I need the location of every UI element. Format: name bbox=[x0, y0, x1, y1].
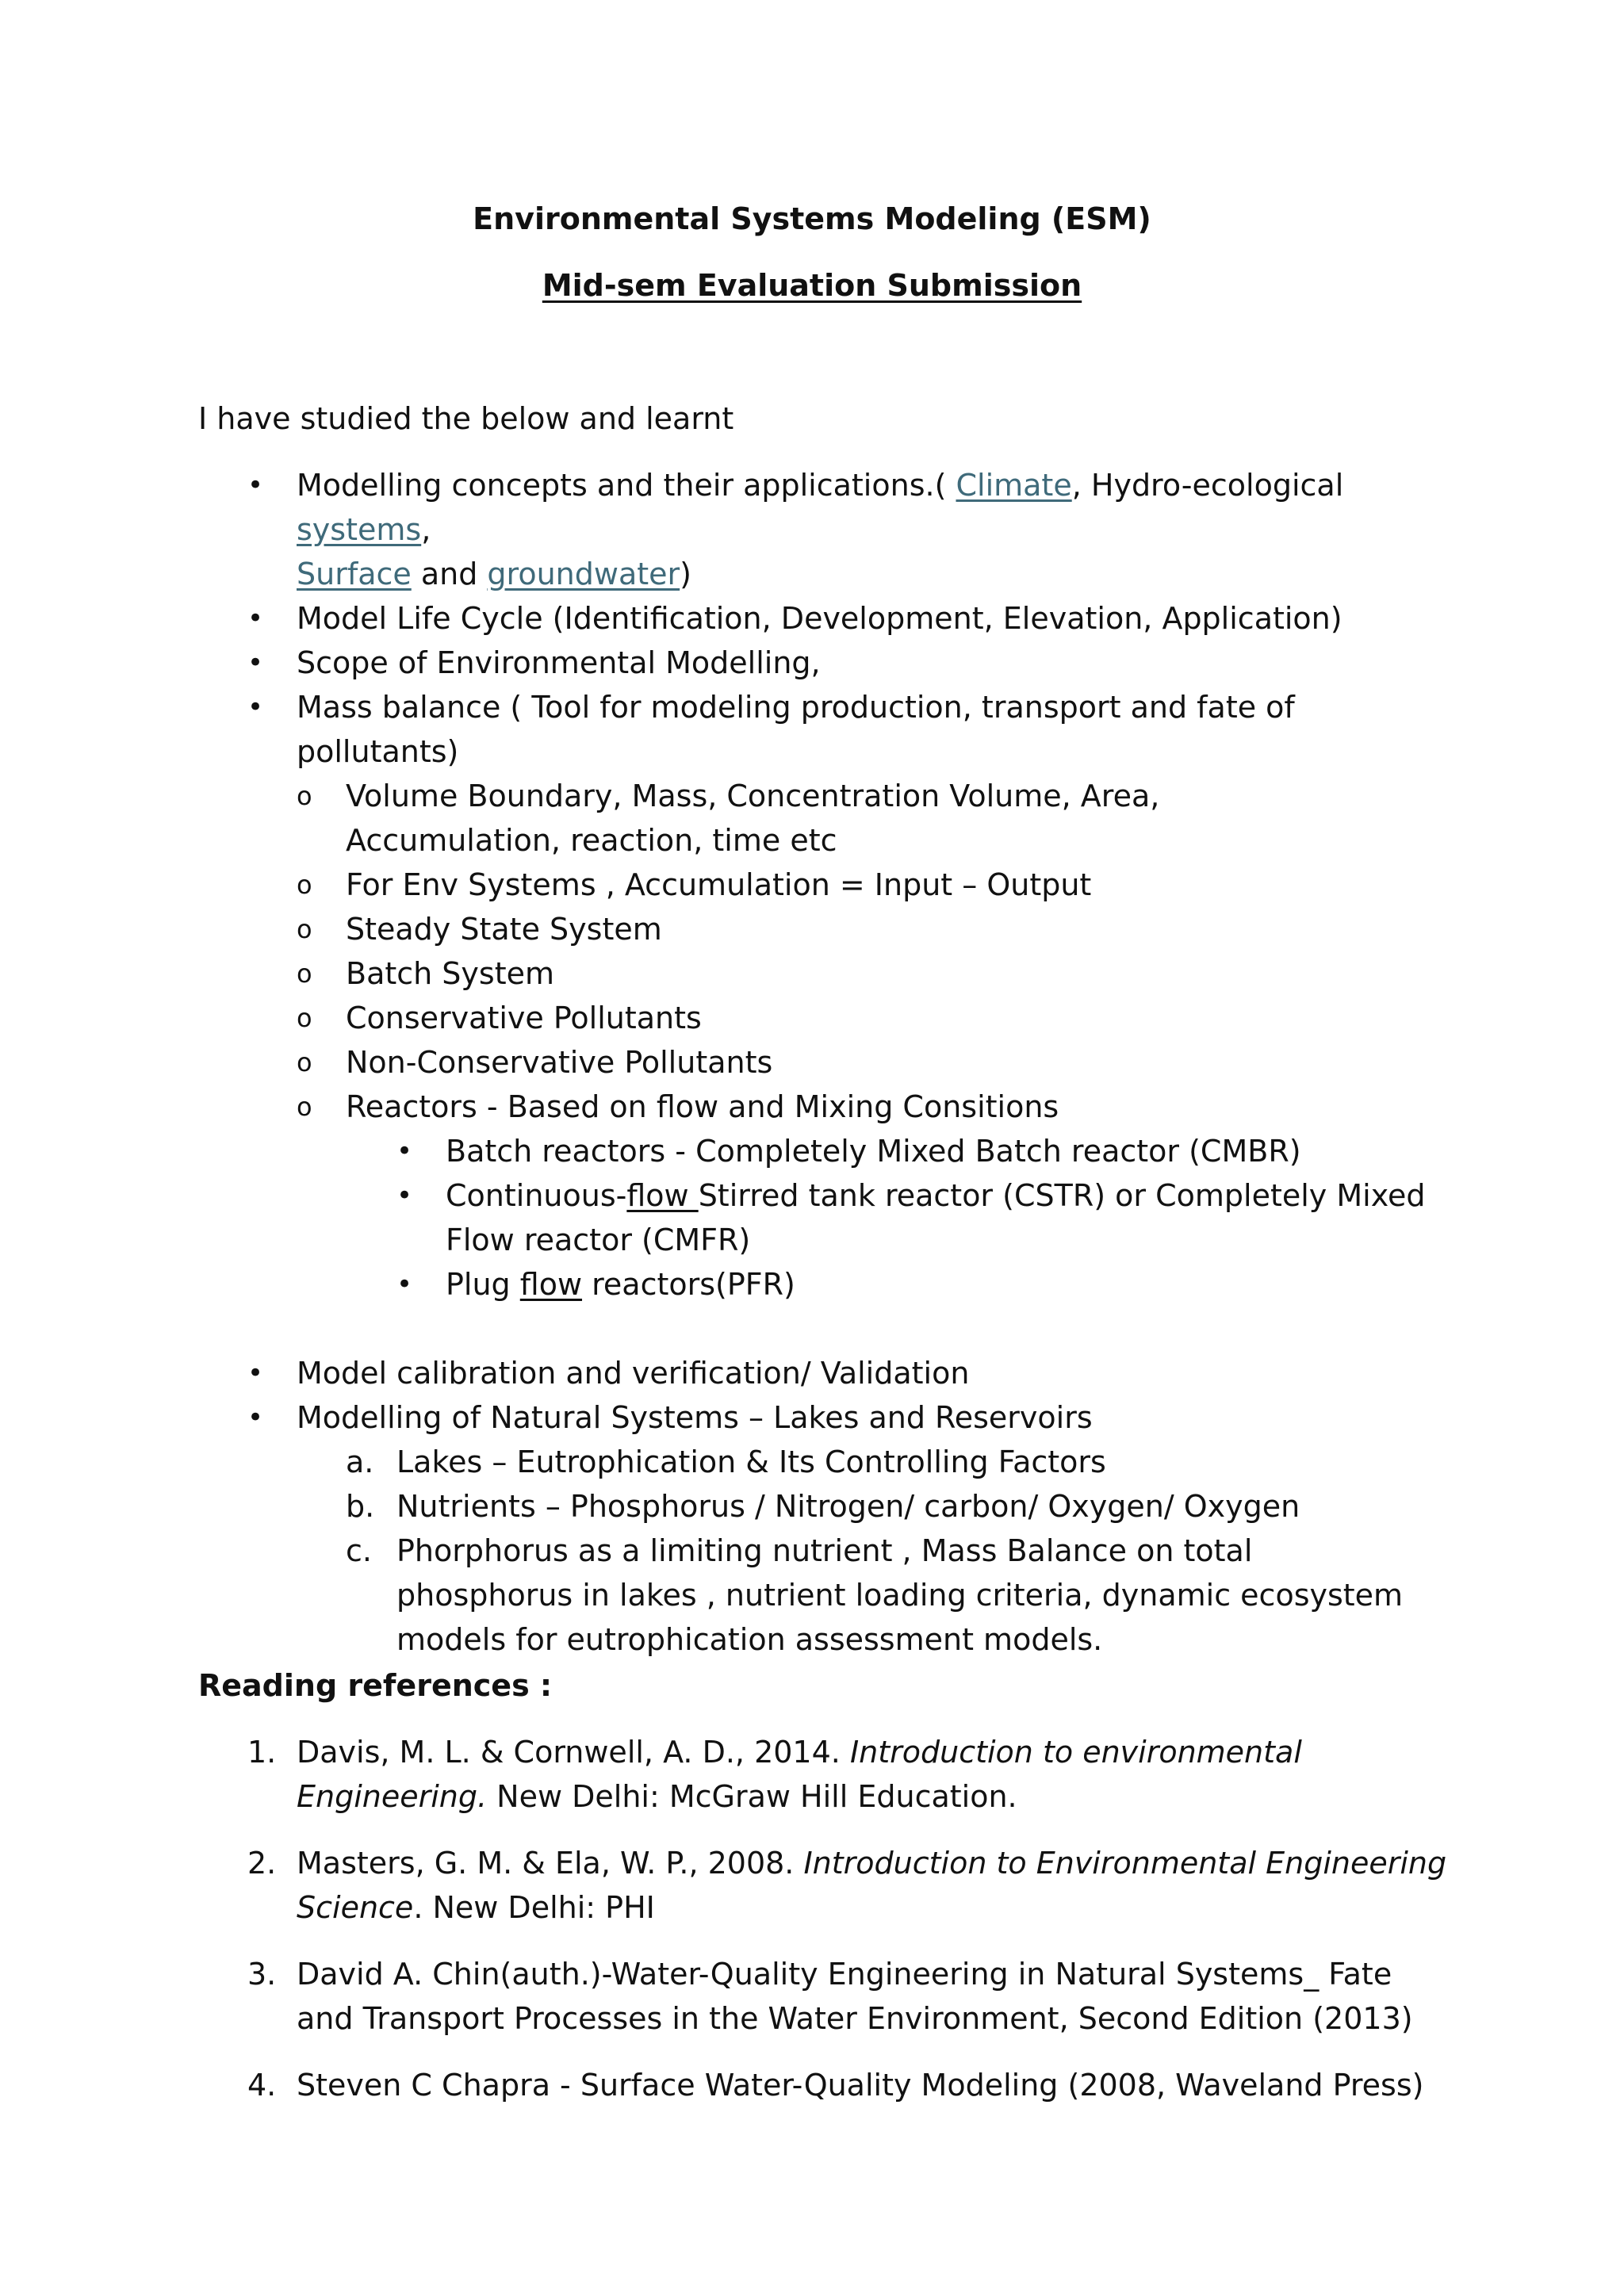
item-text: Lakes – Eutrophication & Its Controlling Factors bbox=[396, 1445, 1106, 1479]
sub-list-item bbox=[0, 907, 1337, 951]
item-text: Phorphorus as a limiting nutrient , Mass Balance on total phosphorus in lakes , nutrient loading criteria, dynamic ecosystem models for eutrophication assessment models. bbox=[396, 1533, 1404, 1657]
bullet-marker: • bbox=[247, 603, 264, 634]
circle-marker: o bbox=[297, 1003, 312, 1033]
list-item bbox=[0, 641, 1454, 685]
item-text: Steady State System bbox=[346, 912, 662, 947]
number-marker: 1. bbox=[247, 1735, 277, 1770]
bullet-marker: • bbox=[247, 647, 264, 679]
circle-marker: o bbox=[297, 1092, 312, 1122]
link-surface[interactable]: Surface bbox=[297, 557, 412, 591]
lakes-item bbox=[0, 1529, 1427, 1662]
lakes-item bbox=[0, 1484, 1427, 1529]
document-subtitle: Mid-sem Evaluation Submission bbox=[542, 268, 1082, 303]
list-item bbox=[0, 1395, 1454, 1440]
item-text: Volume Boundary, Mass, Concentration Volume, Area, Accumulation, reaction, time etc bbox=[346, 779, 1160, 858]
item-text: , bbox=[421, 512, 431, 547]
item-text: , Hydro-ecological bbox=[1071, 468, 1344, 503]
item-text: ) bbox=[680, 557, 691, 591]
sub-list-item bbox=[0, 1040, 1337, 1085]
link-groundwater[interactable]: groundwater bbox=[487, 557, 680, 591]
ref-text: New Delhi: McGraw Hill Education. bbox=[487, 1779, 1017, 1814]
ref-text: . New Delhi: PHI bbox=[413, 1890, 655, 1925]
item-text: Batch System bbox=[346, 956, 555, 991]
reactor-item bbox=[0, 1129, 1445, 1173]
sub-list-item bbox=[0, 774, 1337, 863]
item-text: Batch reactors - Completely Mixed Batch reactor (CMBR) bbox=[446, 1134, 1301, 1169]
item-text: Continuous- bbox=[446, 1178, 627, 1213]
bullet-marker: • bbox=[396, 1180, 413, 1211]
letter-marker: b. bbox=[346, 1489, 375, 1524]
ref-text: Davis, M. L. & Cornwell, A. D., 2014. bbox=[297, 1735, 850, 1770]
item-text: Non-Conservative Pollutants bbox=[346, 1045, 773, 1080]
item-text: Model calibration and verification/ Validation bbox=[297, 1356, 970, 1391]
item-text: Model Life Cycle (Identification, Development, Elevation, Application) bbox=[297, 601, 1342, 636]
list-item bbox=[0, 463, 1454, 596]
item-text: Reactors - Based on flow and Mixing Consitions bbox=[346, 1089, 1059, 1124]
document-title: Environmental Systems Modeling (ESM) bbox=[473, 201, 1151, 236]
reference-item bbox=[0, 2063, 1454, 2107]
link-systems[interactable]: systems bbox=[297, 512, 422, 547]
ref-text: David A. Chin(auth.)-Water-Quality Engineering in Natural Systems_ Fate and Transport Processes in the Water Environment, Second Edition (2013) bbox=[297, 1957, 1413, 2036]
reactor-item bbox=[0, 1173, 1445, 1262]
item-text: For Env Systems , Accumulation = Input – Output bbox=[346, 867, 1092, 902]
underlined-word: flow bbox=[626, 1178, 699, 1213]
item-text: Conservative Pollutants bbox=[346, 1001, 702, 1035]
references-list bbox=[0, 1730, 1624, 2130]
item-text: Nutrients – Phosphorus / Nitrogen/ carbon/ Oxygen/ Oxygen bbox=[396, 1489, 1300, 1524]
number-marker: 3. bbox=[247, 1957, 277, 1992]
item-text: Plug bbox=[446, 1267, 520, 1302]
bullet-marker: • bbox=[247, 691, 264, 723]
bullet-marker: • bbox=[396, 1135, 413, 1167]
circle-marker: o bbox=[297, 1047, 312, 1077]
reference-item bbox=[0, 1730, 1454, 1819]
letter-marker: c. bbox=[346, 1533, 372, 1568]
circle-marker: o bbox=[297, 870, 312, 900]
item-text: Mass balance ( Tool for modeling production, transport and fate of pollutants) bbox=[297, 690, 1295, 769]
bullet-marker: • bbox=[396, 1269, 413, 1300]
sub-list-item bbox=[0, 863, 1337, 907]
ref-title: Introduction to environmental Engineering. bbox=[297, 1735, 1302, 1814]
circle-marker: o bbox=[297, 781, 312, 811]
underlined-word: flow bbox=[519, 1267, 583, 1302]
references-heading: Reading references : bbox=[198, 1668, 553, 1703]
circle-marker: o bbox=[297, 959, 312, 989]
item-text: Modelling concepts and their applications.( bbox=[297, 468, 956, 503]
reference-item bbox=[0, 1841, 1454, 1930]
link-climate[interactable]: Climate bbox=[956, 468, 1072, 503]
sub-list-item bbox=[0, 1085, 1337, 1129]
ref-title: Introduction to Environmental Engineering Science bbox=[297, 1846, 1447, 1925]
item-text: Modelling of Natural Systems – Lakes and Reservoirs bbox=[297, 1400, 1093, 1435]
letter-marker: a. bbox=[346, 1445, 374, 1479]
number-marker: 2. bbox=[247, 1846, 277, 1881]
bullet-marker: • bbox=[247, 469, 264, 501]
list-item bbox=[0, 596, 1454, 641]
number-marker: 4. bbox=[247, 2068, 277, 2103]
intro-text: I have studied the below and learnt bbox=[198, 401, 734, 436]
spacer bbox=[0, 1307, 1624, 1351]
list-item bbox=[0, 1351, 1454, 1395]
bullet-marker: • bbox=[247, 1357, 264, 1389]
list-item bbox=[0, 685, 1454, 774]
sub-list-item bbox=[0, 951, 1337, 996]
bullet-marker: • bbox=[247, 1402, 264, 1433]
ref-text: Masters, G. M. & Ela, W. P., 2008. bbox=[297, 1846, 804, 1881]
reactor-item bbox=[0, 1262, 1445, 1307]
reference-item bbox=[0, 1952, 1454, 2041]
item-text: Stirred tank reactor (CSTR) or Completely Mixed Flow reactor (CMFR) bbox=[446, 1178, 1426, 1257]
item-text: Scope of Environmental Modelling, bbox=[297, 645, 821, 680]
topics-list bbox=[0, 463, 1624, 1662]
circle-marker: o bbox=[297, 914, 312, 944]
lakes-item bbox=[0, 1440, 1427, 1484]
ref-text: Steven C Chapra - Surface Water-Quality Modeling (2008, Waveland Press) bbox=[297, 2068, 1424, 2103]
sub-list-item bbox=[0, 996, 1337, 1040]
item-text: reactors(PFR) bbox=[582, 1267, 795, 1302]
item-text: and bbox=[411, 557, 488, 591]
